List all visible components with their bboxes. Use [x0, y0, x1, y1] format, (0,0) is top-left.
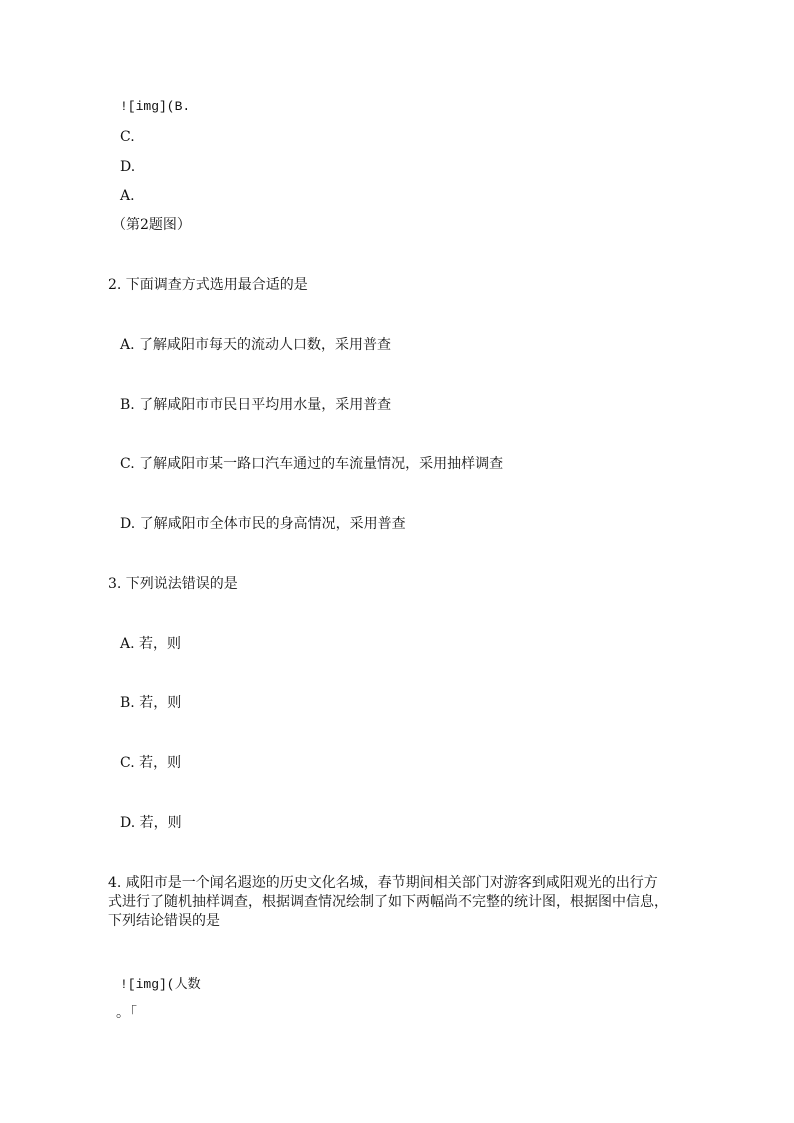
question-2-option-d: D. 了解咸阳市全体市民的身高情况，采用普查 [120, 516, 406, 532]
figure-option-d: D. [120, 159, 136, 175]
question-2-stem: 2. 下面调查方式选用最合适的是 [108, 277, 308, 293]
trailing-fragment: 。「 [116, 1005, 137, 1021]
question-3-option-c: C. 若，则 [120, 755, 182, 771]
question-4-stem: 4. 咸阳市是一个闻名遐迩的历史文化名城，春节期间相关部门对游客到咸阳观光的出行方式进行了随机抽样调查，根据调查情况绘制了如下两幅尚不完整的统计图，根据图中信息，下列结论错误的是 [108, 875, 668, 929]
question-2-option-a: A. 了解咸阳市每天的流动人口数，采用普查 [120, 337, 392, 353]
question-3-option-d: D. 若，则 [120, 815, 182, 831]
question-3-option-b: B. 若，则 [120, 695, 182, 711]
image-placeholder-text: ![img](B. [120, 99, 191, 114]
figure-option-a: A. [120, 188, 135, 204]
figure-option-c: C. [120, 129, 135, 145]
question-2-option-c: C. 了解咸阳市某一路口汽车通过的车流量情况，采用抽样调查 [120, 456, 504, 472]
question-3-stem: 3. 下列说法错误的是 [108, 576, 238, 592]
figure-caption: （第2题图） [112, 217, 191, 233]
question-3-option-a: A. 若，则 [120, 636, 182, 652]
question-2-option-b: B. 了解咸阳市市民日平均用水量，采用普查 [120, 397, 392, 413]
image-placeholder-text-2: ![img](人数 [120, 977, 201, 992]
